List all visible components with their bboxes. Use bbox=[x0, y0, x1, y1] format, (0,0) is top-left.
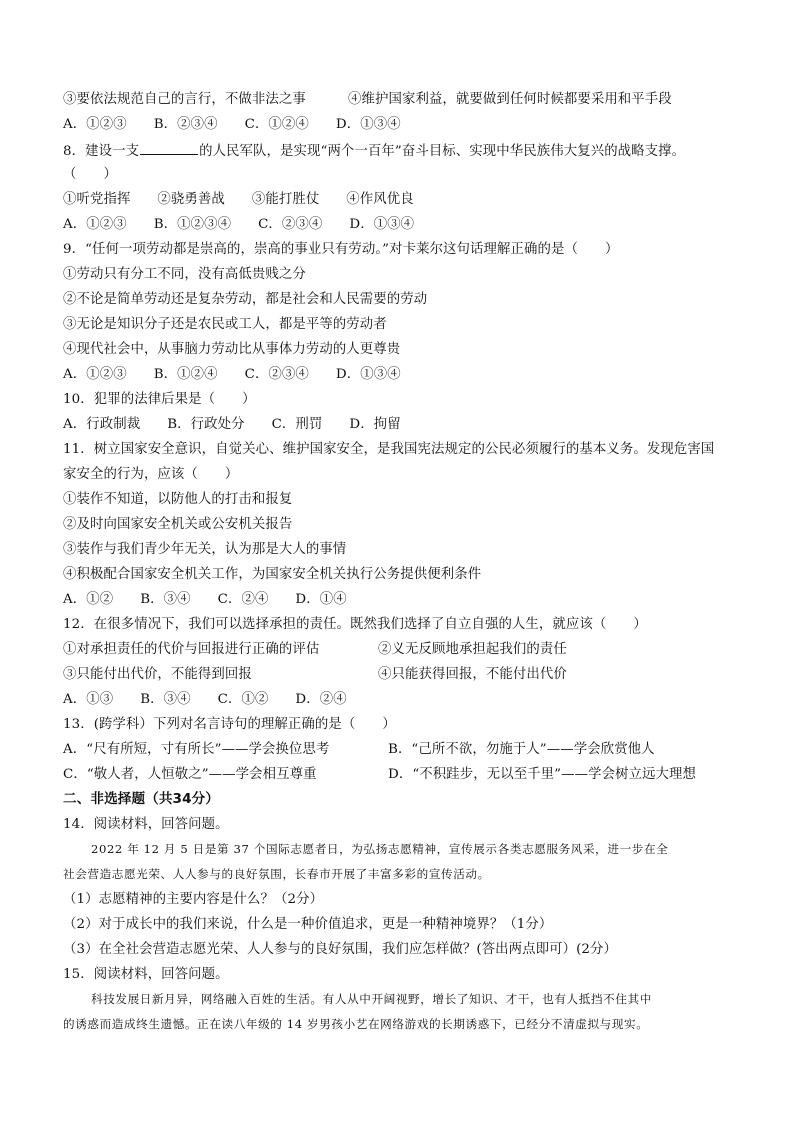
q14-sub-1: （1）志愿精神的主要内容是什么？（2分） bbox=[63, 892, 324, 907]
q11-choices: A．①② B．③④ C．②④ D．①④ bbox=[63, 592, 347, 607]
q7-choices: A．①②③ B．②③④ C．①②④ D．①③④ bbox=[63, 117, 401, 132]
q13-option-a: A．“尺有所短，寸有所长”——学会换位思考 bbox=[63, 742, 330, 757]
q13-option-b: B．“己所不欲，勿施于人”——学会欣赏他人 bbox=[388, 742, 655, 757]
q11-item-4: ④积极配合国家安全机关工作，为国家安全机关执行公务提供便利条件 bbox=[63, 567, 482, 582]
q13-stem: 13．(跨学科）下列对名言诗句的理解正确的是（ ） bbox=[63, 717, 396, 732]
q8-items: ①听党指挥 ②骁勇善战 ③能打胜仗 ④作风优良 bbox=[63, 192, 414, 207]
q8-stem: 8．建设一支 的人民军队，是实现“两个一百年”奋斗目标、实现中华民族伟大复兴的战略支撑。 bbox=[63, 140, 685, 161]
q13-option-c: C．“敬人者，人恒敬之”——学会相互尊重 bbox=[63, 767, 317, 782]
q9-item-3: ③无论是知识分子还是农民或工人，都是平等的劳动者 bbox=[63, 317, 387, 332]
q9-stem: 9．“任何一项劳动都是崇高的，崇高的事业只有劳动。”对卡莱尔这句话理解正确的是（ ） bbox=[63, 242, 619, 257]
q15-stem: 15．阅读材料，回答问题。 bbox=[63, 967, 229, 982]
q11-stem-line1: 11．树立国家安全意识，自觉关心、维护国家安全，是我国宪法规定的公民必须履行的基本义务。发现危害国 bbox=[63, 442, 715, 457]
q11-item-2: ②及时向国家安全机关或公安机关报告 bbox=[63, 517, 293, 532]
q10-choices: A．行政制裁 B．行政处分 C．刑罚 D．拘留 bbox=[63, 417, 401, 432]
q14-sub-3: （3）在全社会营造志愿光荣、人人参与的良好氛围，我们应怎样做？(答出两点即可）(2分） bbox=[63, 942, 618, 957]
section-heading: 二、非选择题（共34分） bbox=[63, 791, 220, 807]
q9-item-1: ①劳动只有分工不同，没有高低贵贱之分 bbox=[63, 267, 306, 282]
q15-material-line1: 科技发展日新月异，网络融入百姓的生活。有人从中开阔视野，增长了知识、才干，也有人抵挡不住其中 bbox=[91, 992, 652, 1006]
q7-option-3: ③要依法规范自己的言行，不做非法之事 bbox=[63, 92, 306, 107]
q14-material-line1: 2022 年 12 月 5 日是第 37 个国际志愿者日，为弘扬志愿精神，宣传展示各类志愿服务风采，进一步在全 bbox=[91, 842, 669, 856]
q12-item-2: ②义无反顾地承担起我们的责任 bbox=[378, 642, 567, 657]
q8-bracket: （ ） bbox=[63, 167, 117, 182]
q13-option-d: D．“不积跬步，无以至千里”——学会树立远大理想 bbox=[388, 767, 697, 782]
q11-item-3: ③装作与我们青少年无关，认为那是大人的事情 bbox=[63, 542, 347, 557]
q14-sub-2: （2）对于成长中的我们来说，什么是一种价值追求，更是一种精神境界？（1分） bbox=[63, 917, 553, 932]
fill-blank bbox=[140, 140, 198, 155]
q12-item-4: ④只能获得回报，不能付出代价 bbox=[378, 667, 567, 682]
q9-item-2: ②不论是简单劳动还是复杂劳动，都是社会和人民需要的劳动 bbox=[63, 292, 428, 307]
q12-item-3: ③只能付出代价，不能得到回报 bbox=[63, 667, 252, 682]
q8-choices: A．①②③ B．①②③④ C．②③④ D．①③④ bbox=[63, 217, 415, 232]
q12-item-1: ①对承担责任的代价与回报进行正确的评估 bbox=[63, 642, 320, 657]
q12-stem: 12．在很多情况下，我们可以选择承担的责任。既然我们选择了自立自强的人生，就应该（ ） bbox=[63, 617, 647, 632]
q11-stem-line2: 家安全的行为，应该（ ） bbox=[63, 467, 239, 482]
q9-item-4: ④现代社会中，从事脑力劳动比从事体力劳动的人更尊贵 bbox=[63, 342, 401, 357]
q12-choices: A．①③ B．③④ C．①② D．②④ bbox=[63, 692, 347, 707]
q14-stem: 14．阅读材料，回答问题。 bbox=[63, 817, 229, 832]
q7-option-4: ④维护国家利益，就要做到任何时候都要采用和平手段 bbox=[348, 92, 672, 107]
q15-material-line2: 的诱惑而造成终生遗憾。正在读八年级的 14 岁男孩小艺在网络游戏的长期诱惑下，已经分不清虚拟与现实。 bbox=[63, 1017, 649, 1031]
q10-stem: 10．犯罪的法律后果是（ ） bbox=[63, 392, 256, 407]
q9-choices: A．①②③ B．①②④ C．②③④ D．①③④ bbox=[63, 367, 401, 382]
q14-material-line2: 社会营造志愿光荣、人人参与的良好氛围，长春市开展了丰富多彩的宣传活动。 bbox=[63, 867, 490, 881]
q11-item-1: ①装作不知道，以防他人的打击和报复 bbox=[63, 492, 293, 507]
